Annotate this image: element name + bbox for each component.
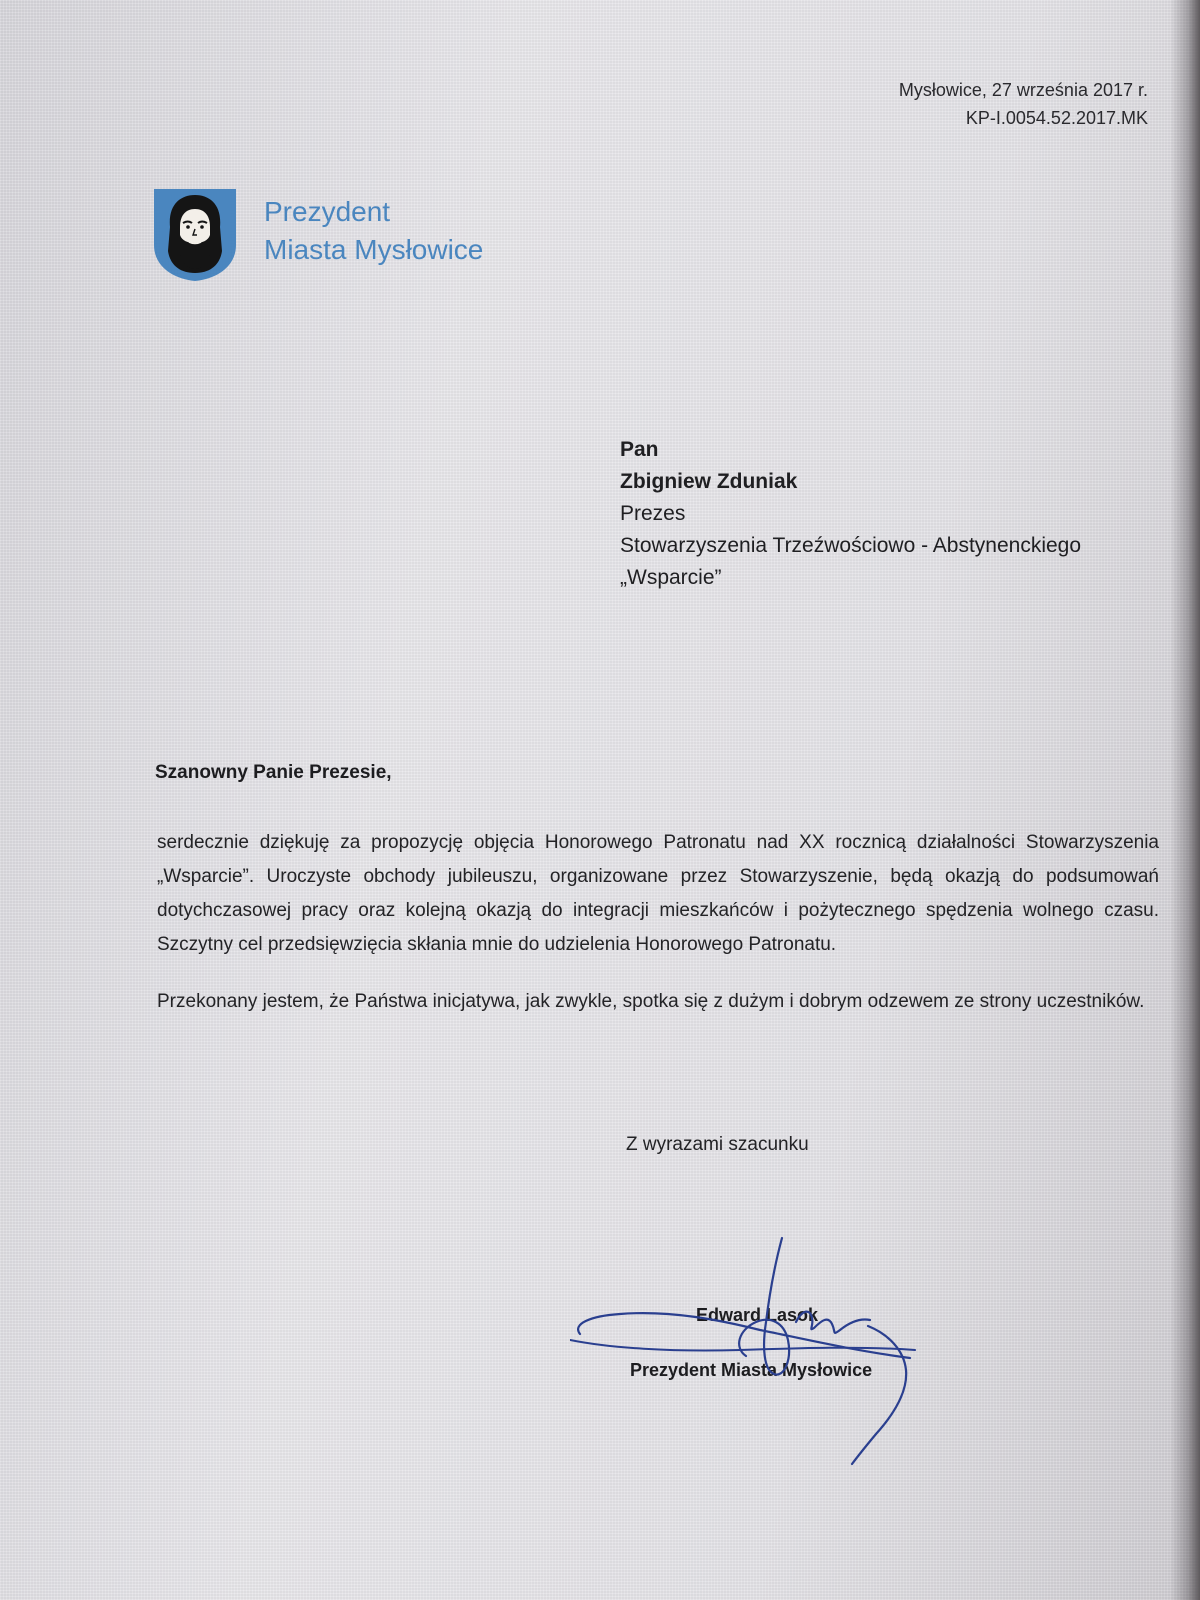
letter-body (157, 826, 1159, 1042)
recipient-block (620, 434, 1081, 594)
recipient-organization-name: „Wsparcie” (620, 566, 722, 589)
recipient-name: Zbigniew Zduniak (620, 470, 798, 493)
signatory-name: Edward Lasok (696, 1305, 819, 1325)
recipient-organization: Stowarzyszenia Trzeźwościowo - Abstynenckiego (620, 534, 1082, 557)
handwritten-signature (570, 1230, 940, 1470)
letterhead-line-1: Prezydent (264, 196, 391, 227)
signature-stroke (739, 1238, 789, 1375)
page-shadow-edge (1170, 0, 1200, 1600)
recipient-salutation: Pan (620, 438, 659, 461)
place-and-date: Mysłowice, 27 września 2017 r. (898, 80, 1148, 100)
signatory-title: Prezydent Miasta Mysłowice (630, 1360, 873, 1380)
letterhead-logo (150, 185, 530, 285)
recipient-position: Prezes (620, 502, 686, 525)
letter-closing: Z wyrazami szacunku (626, 1134, 809, 1155)
reference-number: KP-I.0054.52.2017.MK (965, 108, 1148, 128)
signature-stroke (570, 1340, 915, 1351)
letterhead-line-2: Miasta Mysłowice (264, 234, 484, 265)
city-crest-icon (150, 185, 240, 283)
body-paragraph-1: serdecznie dziękuję za propozycję objęcia Honorowego Patronatu nad XX rocznicą działalności Stowarzyszenia „Wsparcie”. Uroczyste obchody jubileuszu, organizowane przez Stowarzyszenie, będą okazją do podsumowań dotychczasowej pracy oraz kolejną okazją do integracji mieszkańców i pożytecznego spędzenia wolnego czasu. Szczytny cel przedsięwzięcia skłania mnie do udzielenia Honorowego Patronatu. (157, 832, 1159, 955)
body-paragraph-2: Przekonany jestem, że Państwa inicjatywa, jak zwykle, spotka się z dużym i dobrym odzewem ze strony uczestników. (157, 991, 1145, 1012)
signature-stroke (852, 1326, 906, 1464)
signature-stroke (796, 1312, 870, 1333)
letterhead-title (264, 193, 483, 269)
letter-header-meta (899, 76, 1148, 132)
letter-greeting: Szanowny Panie Prezesie, (155, 762, 392, 783)
